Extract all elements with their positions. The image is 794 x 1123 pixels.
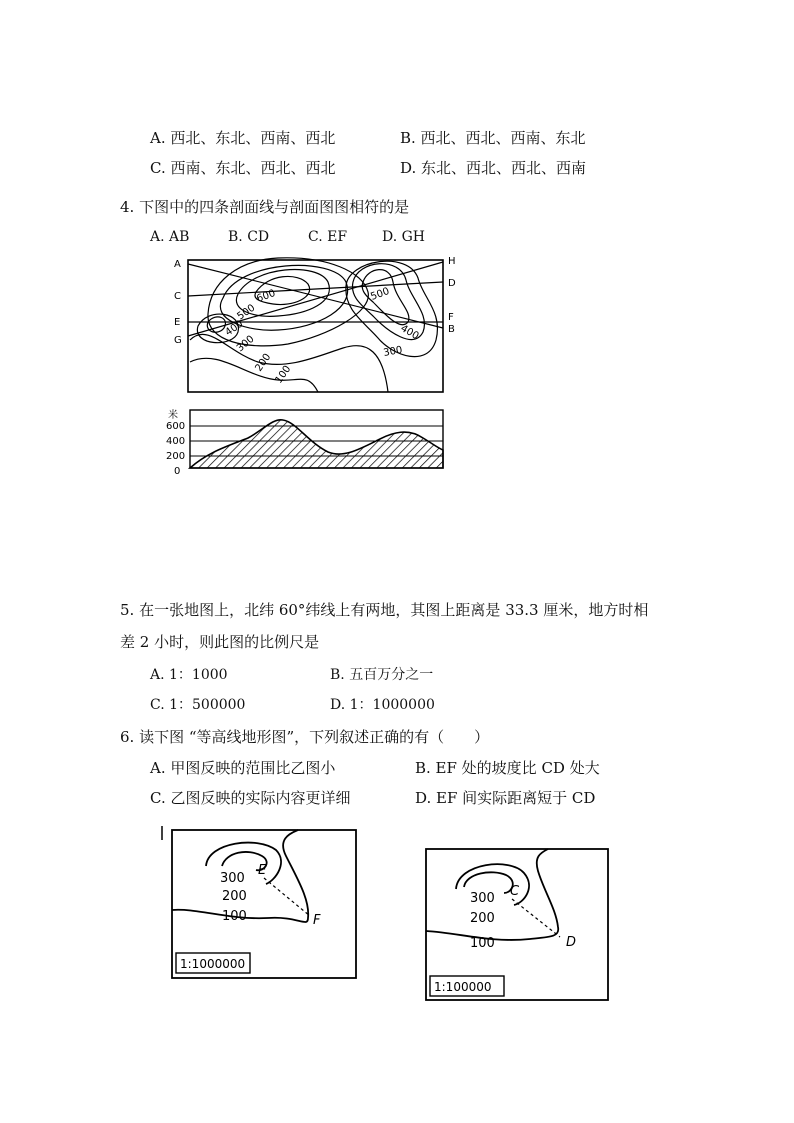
q5-option-c: C. 1：500000 <box>150 697 246 713</box>
contour-label-500: 500 <box>235 302 258 323</box>
q3-option-a: A. 西北、东北、西南、西北 <box>150 129 336 147</box>
q6-option-a: A. 甲图反映的范围比乙图小 <box>150 759 336 777</box>
contour-label-100: 100 <box>273 363 294 386</box>
q3-option-d: D. 东北、西北、西北、西南 <box>400 159 587 177</box>
label-f: F <box>448 312 454 323</box>
q6-option-d: D. EF 间实际距离短于 CD <box>415 789 596 807</box>
map2-label-200: 200 <box>470 911 495 926</box>
q5-option-b: B. 五百万分之一 <box>330 667 434 683</box>
map1-label-100: 100 <box>222 909 247 924</box>
profile-tick-600: 600 <box>166 421 186 432</box>
map1-point-e: E <box>258 863 267 878</box>
map1-ef-line <box>264 878 310 916</box>
contour-map-figure <box>168 252 468 482</box>
label-h: H <box>448 256 456 267</box>
label-a: A <box>174 259 181 270</box>
q3-option-b: B. 西北、西北、西南、东北 <box>400 129 586 147</box>
map2-label-300: 300 <box>470 891 495 906</box>
contour-label-400-east: 400 <box>398 323 421 343</box>
q6-option-b: B. EF 处的坡度比 CD 处大 <box>415 759 600 777</box>
contour-label-300: 300 <box>234 333 257 355</box>
contour-map-2 <box>420 843 615 1005</box>
q4-option-c: C. EF <box>308 229 348 245</box>
q4-option-d: D. GH <box>382 229 426 245</box>
contour-label-400: 400 <box>223 318 246 339</box>
contour-map-1 <box>158 820 363 982</box>
q5-option-d: D. 1：1000000 <box>330 697 435 713</box>
q6-option-c: C. 乙图反映的实际内容更详细 <box>150 789 351 807</box>
q4-option-b: B. CD <box>228 229 270 245</box>
q5-stem-line1: 5. 在一张地图上，北纬 60°纬线上有两地，其图上距离是 33.3 厘米，地方时相 <box>120 601 649 619</box>
q4-stem: 4. 下图中的四条剖面线与剖面图图相符的是 <box>120 198 410 216</box>
profile-tick-400: 400 <box>166 436 186 447</box>
map2-scale: 1:100000 <box>434 980 492 994</box>
label-d: D <box>448 278 456 289</box>
map2-label-100: 100 <box>470 936 495 951</box>
profile-tick-0: 0 <box>174 466 181 477</box>
map1-scale: 1:1000000 <box>180 957 246 971</box>
contour-label-300-east: 300 <box>382 344 404 359</box>
map2-point-c: C <box>510 884 520 899</box>
terrain-profile <box>190 420 443 468</box>
profile-chart <box>190 410 443 468</box>
map2-point-d: D <box>566 935 577 950</box>
contour-label-200: 200 <box>253 351 274 374</box>
label-e: E <box>174 317 181 328</box>
contour-label-500-east: 500 <box>369 285 391 303</box>
map1-point-f: F <box>313 913 321 928</box>
profile-unit-label: 米 <box>168 410 178 421</box>
label-g: G <box>174 335 182 346</box>
profile-tick-200: 200 <box>166 451 186 462</box>
label-c: C <box>174 291 181 302</box>
map2-cd-line <box>512 899 560 937</box>
q3-option-c: C. 西南、东北、西北、西北 <box>150 159 336 177</box>
q4-option-a: A. AB <box>150 229 190 245</box>
q5-stem-line2: 差 2 小时，则此图的比例尺是 <box>120 633 320 651</box>
section-line-cd <box>188 282 443 296</box>
q6-stem: 6. 读下图 “等高线地形图”，下列叙述正确的有（ ） <box>120 728 490 746</box>
map1-label-300: 300 <box>220 871 245 886</box>
map1-label-200: 200 <box>222 889 247 904</box>
contour-label-600: 600 <box>255 287 277 305</box>
label-b: B <box>448 324 455 335</box>
q5-option-a: A. 1：1000 <box>150 667 228 683</box>
